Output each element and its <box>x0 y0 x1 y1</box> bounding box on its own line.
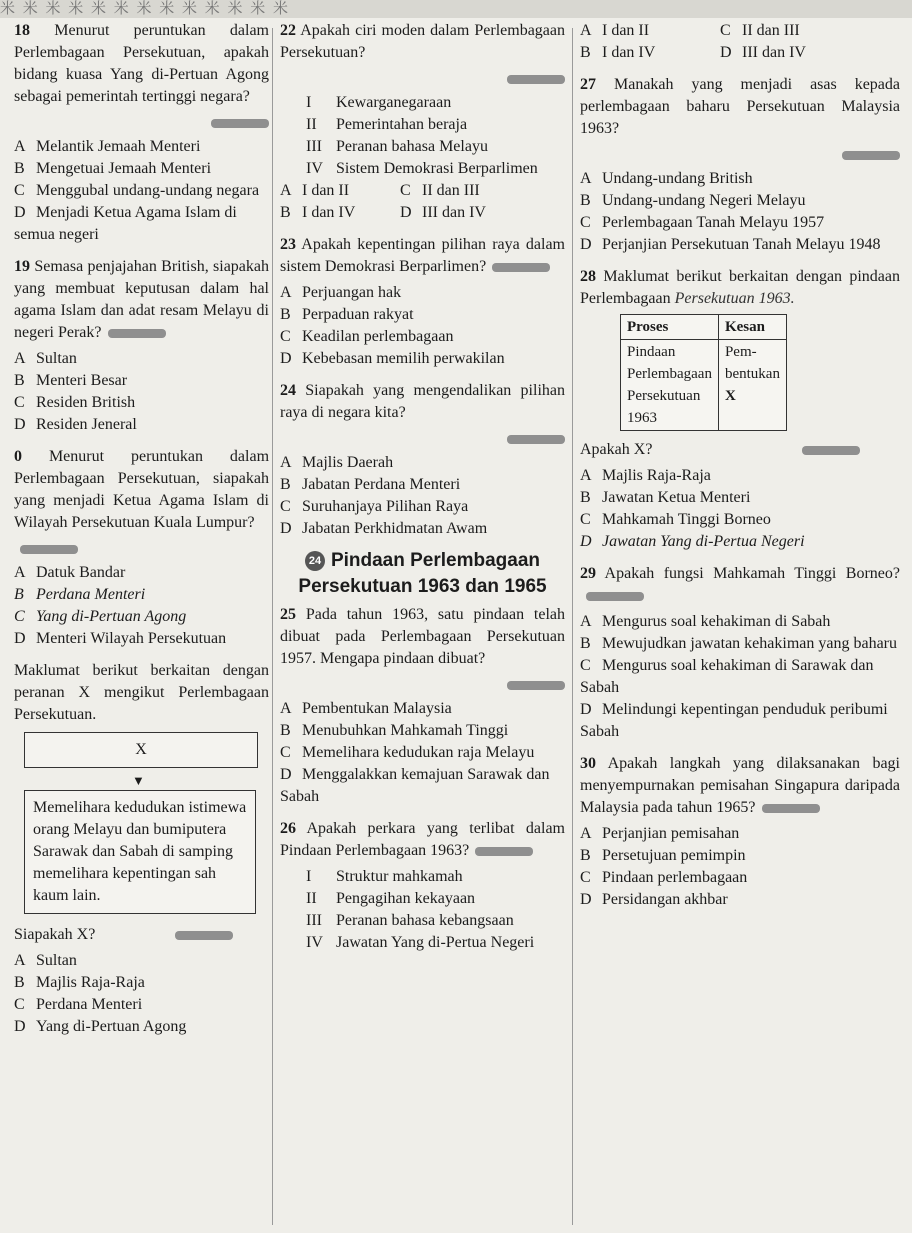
options-20 <box>14 562 269 650</box>
skill-tag <box>586 592 644 601</box>
section-heading: 24 Pindaan Perlembagaan Persekutuan 1963 dan 1965 <box>298 550 547 597</box>
option-b[interactable]: B Jabatan Perdana Menteri <box>280 476 461 493</box>
option-a[interactable]: A Perjanjian pemisahan <box>580 825 740 842</box>
option-c[interactable]: C II dan III <box>400 182 480 199</box>
skill-tag <box>507 681 565 690</box>
question-29: 29 Apakah fungsi Mahkamah Tinggi Borneo? <box>580 563 900 607</box>
option-c[interactable]: C Memelihara kedudukan raja Melayu <box>280 744 535 761</box>
column-3 <box>580 20 900 1233</box>
options-19 <box>14 348 269 436</box>
question-text: Menurut peruntukan dalam Perlembagaan Persekutuan, apakah bidang kuasa Yang di-Pertuan Agong sebagai pemerintah tertinggi negara? <box>14 22 270 105</box>
option-a[interactable]: A Undang-undang British <box>580 170 753 187</box>
option-d[interactable]: D Persidangan akhbar <box>580 891 728 908</box>
skill-tag <box>175 931 233 940</box>
table-header: Kesan <box>718 315 786 340</box>
question-28: 28 Maklumat berikut berkaitan dengan pindaan Perlembagaan Persekutuan 1963. <box>580 268 900 307</box>
skill-tag <box>475 847 533 856</box>
option-c[interactable]: C Mengurus soal kehakiman di Sarawak dan Sabah <box>580 657 874 696</box>
skill-tag <box>842 151 900 160</box>
option-d[interactable]: D Menjadi Ketua Agama Islam di semua negeri <box>14 204 237 243</box>
option-d[interactable]: D Perjanjian Persekutuan Tanah Melayu 1948 <box>580 236 881 253</box>
options-26 <box>580 20 900 64</box>
option-c[interactable]: C Pindaan perlembagaan <box>580 869 748 886</box>
option-c[interactable]: C Yang di-Pertuan Agong <box>14 608 187 625</box>
option-b[interactable]: B Persetujuan pemimpin <box>580 847 746 864</box>
option-a[interactable]: A Mengurus soal kehakiman di Sabah <box>580 613 831 630</box>
options-23 <box>280 282 565 370</box>
option-b[interactable]: B I dan IV <box>580 44 656 61</box>
stimulus-box: Memelihara kedudukan istimewa orang Melayu dan bumiputera Sarawak dan Sabah di samping memelihara kepentingan sah kaum lain. <box>24 790 256 914</box>
option-b[interactable]: B Jawatan Ketua Menteri <box>580 489 751 506</box>
option-a[interactable]: A Majlis Raja-Raja <box>580 467 711 484</box>
skill-tag <box>20 545 78 554</box>
option-c[interactable]: C Keadilan perlembagaan <box>280 328 454 345</box>
options-27 <box>580 168 900 256</box>
options-29 <box>580 611 900 743</box>
skill-tag <box>211 119 269 128</box>
question-25: 25 Pada tahun 1963, satu pindaan telah dibuat pada Perlembagaan Persekutuan 1957. Mengapa pindaan dibuat? <box>280 606 565 667</box>
question-20: 0 Menurut peruntukan dalam Perlembagaan Persekutuan, siapakah yang menjadi Ketua Agama Islam di Wilayah Persekutuan Kuala Lumpur? <box>14 448 270 531</box>
question-18 <box>14 20 269 108</box>
skill-tag <box>108 329 166 338</box>
column-divider <box>572 28 573 1225</box>
option-d[interactable]: D Menggalakkan kemajuan Sarawak dan Sabah <box>280 766 550 805</box>
option-b[interactable]: B Perdana Menteri <box>14 586 146 603</box>
question-30: 30 Apakah langkah yang dilaksanakan bagi menyempurnakan pemisahan Singapura daripada Malaysia pada tahun 1965? <box>580 755 900 816</box>
options-21 <box>14 950 269 1038</box>
info-stimulus: Maklumat berikut berkaitan dengan peranan X mengikut Perlembagaan Persekutuan. <box>14 662 269 723</box>
option-a[interactable]: A I dan II <box>580 22 650 39</box>
option-d[interactable]: D Residen Jeneral <box>14 416 137 433</box>
column-divider <box>272 28 273 1225</box>
question-24: 24 Siapakah yang mengendalikan pilihan raya di negara kita? <box>280 382 565 421</box>
option-a[interactable]: A Sultan <box>14 350 77 367</box>
option-a[interactable]: A Datuk Bandar <box>14 564 126 581</box>
option-b[interactable]: B Menubuhkan Mahkamah Tinggi <box>280 722 509 739</box>
question-28-ask: Apakah X? <box>580 439 900 461</box>
option-a[interactable]: A Pembentukan Malaysia <box>280 700 452 717</box>
handwritten-note: Persekutuan 1963. <box>674 290 795 307</box>
question-26: 26 Apakah perkara yang terlibat dalam Pindaan Perlembagaan 1963? <box>280 820 565 859</box>
table-cell: Pem- bentukan X <box>718 340 786 431</box>
option-d[interactable]: D Kebebasan memilih perwakilan <box>280 350 505 367</box>
option-c[interactable]: C Menggubal undang-undang negara <box>14 182 260 199</box>
question-number: 18 <box>14 22 30 39</box>
skill-tag <box>802 446 860 455</box>
option-c[interactable]: C Perdana Menteri <box>14 996 143 1013</box>
table-header: Proses <box>621 315 719 340</box>
skill-tag <box>507 75 565 84</box>
x-box: X <box>24 732 258 768</box>
option-b[interactable]: B Undang-undang Negeri Melayu <box>580 192 806 209</box>
option-d[interactable]: D III dan IV <box>400 204 486 221</box>
option-d[interactable]: D Yang di-Pertuan Agong <box>14 1018 187 1035</box>
skill-tag <box>507 435 565 444</box>
column-1 <box>14 20 269 1233</box>
question-22: 22 Apakah ciri moden dalam Perlembagaan Persekutuan? <box>280 22 566 61</box>
option-c[interactable]: C II dan III <box>720 22 800 39</box>
option-a[interactable]: A Majlis Daerah <box>280 454 394 471</box>
option-a[interactable]: A Perjuangan hak <box>280 284 402 301</box>
option-c[interactable]: C Suruhanjaya Pilihan Raya <box>280 498 469 515</box>
option-b[interactable]: B Majlis Raja-Raja <box>14 974 145 991</box>
option-d[interactable]: D Melindungi kepentingan penduduk peribumi Sabah <box>580 701 888 740</box>
option-b[interactable]: B I dan IV <box>280 204 356 221</box>
table-cell: Pindaan Perlembagaan Persekutuan 1963 <box>621 340 719 431</box>
options-22 <box>280 180 565 224</box>
option-c[interactable]: C Perlembagaan Tanah Melayu 1957 <box>580 214 825 231</box>
options-24 <box>280 452 565 540</box>
options-18 <box>14 136 269 246</box>
options-25 <box>280 698 565 808</box>
option-b[interactable]: B Mengetuai Jemaah Menteri <box>14 160 212 177</box>
option-c[interactable]: C Residen British <box>14 394 136 411</box>
option-c[interactable]: C Mahkamah Tinggi Borneo <box>580 511 771 528</box>
skill-tag <box>492 263 550 272</box>
question-19: 19 Semasa penjajahan British, siapakah yang membuat keputusan dalam hal agama Islam dan adat resam Melayu di negeri Perak? <box>14 258 269 341</box>
option-b[interactable]: B Menteri Besar <box>14 372 128 389</box>
option-d[interactable]: D Menteri Wilayah Persekutuan <box>14 630 227 647</box>
arrow-down-icon: ▼ <box>132 773 145 788</box>
top-decorative-strip: 米 米 米 米 米 米 米 米 米 米 米 米 米 <box>0 0 912 18</box>
options-28 <box>580 465 900 553</box>
question-27: 27 Manakah yang menjadi asas kepada perlembagaan baharu Persekutuan Malaysia 1963? <box>580 76 901 137</box>
option-b[interactable]: B Mewujudkan jawatan kehakiman yang baharu <box>580 635 898 652</box>
section-badge: 24 <box>305 551 325 571</box>
option-b[interactable]: B Perpaduan rakyat <box>280 306 414 323</box>
question-23: 23 Apakah kepentingan pilihan raya dalam sistem Demokrasi Berparlimen? <box>280 236 565 275</box>
skill-tag <box>762 804 820 813</box>
question-21: Siapakah X? <box>14 924 269 946</box>
items-26: I Struktur mahkamah II Pengagihan kekayaan III Peranan bahasa kebangsaan IV Jawatan Yang di-Pertua Negeri <box>306 868 535 951</box>
option-d[interactable]: D Jabatan Perkhidmatan Awam <box>280 520 488 537</box>
option-d[interactable]: D III dan IV <box>720 44 806 61</box>
option-d[interactable]: D Jawatan Yang di-Pertua Negeri <box>580 533 805 550</box>
options-30 <box>580 823 900 911</box>
option-a[interactable]: A I dan II <box>280 182 350 199</box>
column-2 <box>280 20 565 1233</box>
option-a[interactable]: A Melantik Jemaah Menteri <box>14 138 201 155</box>
option-a[interactable]: A Sultan <box>14 952 77 969</box>
items-22: I Kewarganegaraan II Pemerintahan beraja III Peranan bahasa Melayu IV Sistem Demokrasi Berparlimen <box>306 94 538 177</box>
stimulus-table <box>620 314 787 431</box>
